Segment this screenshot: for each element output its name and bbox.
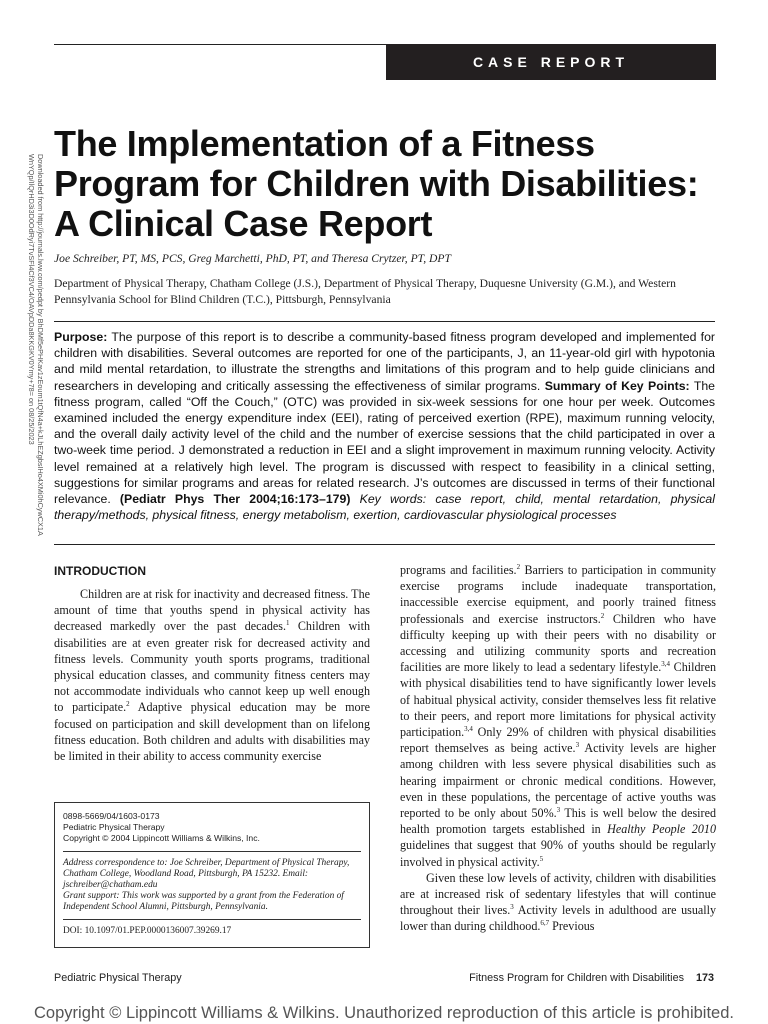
correspondence-address: Address correspondence to: Joe Schreiber, Department of Physical Therapy, Chatham College, Woodland Road, Pittsburgh, PA 15232. Email: jschreiber@chatham.edu	[63, 857, 350, 890]
citation: (Pediatr Phys Ther 2004;16:173–179)	[119, 492, 351, 507]
copyright-notice: Copyright © Lippincott Williams & Wilkins. Unauthorized reproduction of this article is prohibited.	[34, 1004, 734, 1022]
case-report-banner	[386, 44, 716, 80]
issn: 0898-5669/04/1603-0173	[63, 811, 160, 821]
watermark-line-2: WnYQp/IlQrHD3i3D0OdRyi7TvSFl4Cf3VC4/OAVpDDa8KKGKV0Ymy+78= on 08/25/2023	[27, 154, 36, 445]
doi: DOI: 10.1097/01.PEP.0000136007.39269.17	[63, 925, 232, 936]
author-affiliations: Department of Physical Therapy, Chatham College (J.S.), Department of Physical Therapy, Duquesne University (G.M.), and Western Pennsylvania School for Blind Children (T.C.), Pittsburgh, Pennsylvania	[54, 277, 676, 306]
grant-support: Grant support: This work was supported by a grant from the Federation of Independent School Alumni, Pittsburgh, Pennsylvania.	[63, 890, 344, 912]
intro-paragraph-1-continued: programs and facilities.$^2$ Barriers to participation in community exercise programs include inadequate transportation, inaccessible exercise equipment, and poorly trained fitness professionals and exercise instructors.$^2$ Children who have difficulty keeping up with their peers with no disability or accessing and utilizing community sports and recreation facilities are more likely to lead a sedentary lifestyle.$^{3,4}$ Children with physical disabilities tend to have significantly lower levels of habitual physical activity, consider themselves less fit relative to their peers, and report more limitations for physical activity participation.$^{3,4}$ Only 29% of children with physical disabilities report themselves as being active.$^3$ Activity levels are higher among children with less severe physical disabilities such as hearing impairment or chronic medical conditions. However, even in these populations, the percentage of active youths was reported to be only about 50%.$^3$ This is well below the desired health promotion targets established in Healthy People 2010 guidelines that suggest that 90% of youths should be regularly involved in physical activity.$^5$	[400, 562, 716, 869]
footer-journal: Pediatric Physical Therapy	[54, 972, 182, 984]
abstract	[54, 329, 715, 523]
running-title: Fitness Program for Children with Disabilities	[469, 972, 684, 984]
keywords: Key words: case report, child, mental retardation, physical therapy/methods, physical fitness, energy metabolism, exertion, cardiovascular physiological processes	[54, 492, 715, 523]
info-divider	[63, 919, 361, 920]
copyright-line: Copyright © 2004 Lippincott Williams & Wilkins, Inc.	[63, 833, 260, 844]
section-heading-introduction: INTRODUCTION	[54, 564, 146, 578]
watermark-line-1: Downloaded from http://journals.lww.com/pedpt by BhDMf5ePHKav1zEoum1tQfN4a+kJLhEZgbsIHo4XMi0hCywCX1A	[36, 154, 45, 536]
article-title: The Implementation of a Fitness Program for Children with Disabilities: A Clinical Case Report	[54, 123, 699, 244]
right-column	[400, 562, 716, 935]
download-watermark	[16, 154, 56, 585]
purpose-text: The purpose of this report is to describe a community-based fitness program developed and implemented for children with disabilities. Several outcomes are reported for one of the participants, J, an 11-year-old girl with hypotonia and mild mental retardation, to illustrate the strengths and limitations of this program and to help guide clinicians and researchers in developing and critically assessing the effectiveness of similar programs.	[54, 330, 715, 393]
intro-paragraph-1: Children are at risk for inactivity and decreased fitness. The amount of time that youths spend in physical activity has decreased markedly over the past decades.$^1$ Children with disabilities are at even greater risk for decreased activity and fitness levels. Community youth sports programs, traditional physical education classes, and community fitness centers may not accommodate individuals who cannot keep up well enough to participate.$^2$ Adaptive physical education may be more focused on participation and skill development than on lifelong fitness education. Both children and adults with disabilities may be limited in their ability to access community exercise	[54, 587, 370, 764]
abstract-bottom-rule	[54, 544, 715, 545]
author-list: Joe Schreiber, PT, MS, PCS, Greg Marchetti, PhD, PT, and Theresa Crytzer, PT, DPT	[54, 252, 451, 265]
key-points-text: The fitness program, called “Off the Couch,” (OTC) was provided in six-week sessions for one hour per week. Outcomes examined included the energy expenditure index (EEI), rating of perceived exertion (RPE), maximum running velocity, and the overall daily activity level of the child and the number of exercise sessions that the child participated in over a two-week time period. J demonstrated a reduction in EEI and a slight improvement in maximum running velocity. Activity level remained at a relatively high level. The program is discussed with respect to feasibility in a clinical setting, suggestions for similar programs and areas for related research. J’s outcomes are discussed in terms of their functional relevance.	[54, 378, 716, 507]
intro-paragraph-2: Given these low levels of activity, children with disabilities are at increased risk of sedentary lifestyles that will continue throughout their lives.$^3$ Activity levels in adulthood are usually lower than during childhood.$^{6,7}$ Previous	[400, 870, 716, 934]
page-number: 173	[695, 972, 714, 984]
banner-label: CASE REPORT	[472, 54, 630, 70]
publication-info-box	[54, 802, 370, 948]
info-divider	[63, 851, 361, 852]
footer-running-title	[469, 972, 714, 984]
left-column	[54, 562, 370, 764]
journal-name: Pediatric Physical Therapy	[63, 822, 165, 833]
purpose-label: Purpose:	[54, 330, 108, 344]
abstract-top-rule	[54, 321, 715, 322]
key-points-label: Summary of Key Points:	[544, 378, 690, 393]
